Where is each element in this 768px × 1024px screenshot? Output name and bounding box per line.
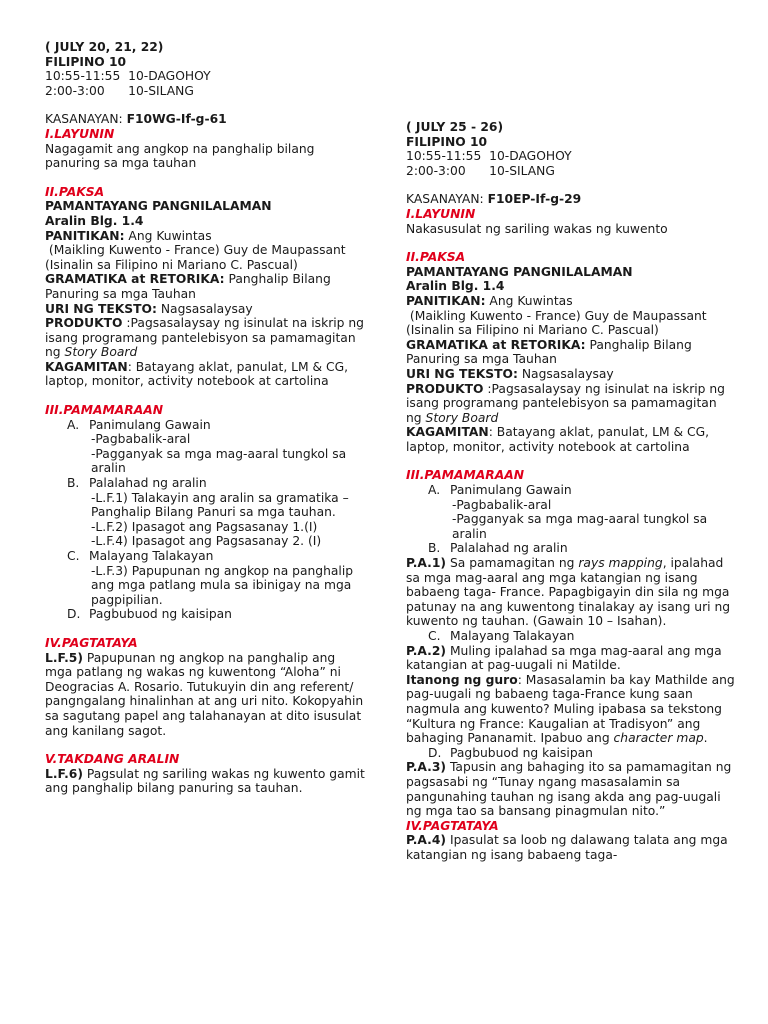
sub-item: -Pagganyak sa mga mag-aaral tungkol sa aralin <box>452 512 708 541</box>
list-text: Panimulang Gawain <box>450 483 572 498</box>
kagamitan-label: KAGAMITAN <box>45 359 128 374</box>
sub-item: -Pagbabalik-aral <box>91 432 191 447</box>
list-letter: B. <box>428 541 441 556</box>
produkto <box>45 316 365 360</box>
itanong-end: . <box>703 731 708 746</box>
list-item <box>45 418 365 433</box>
panitikan-text: Ang Kuwintas <box>124 228 212 243</box>
list-letter: A. <box>428 483 441 498</box>
list-item <box>406 483 736 498</box>
list-letter: C. <box>67 549 80 563</box>
pa4 <box>406 833 736 862</box>
kasanayan-code: F10WG-If-g-61 <box>126 112 227 127</box>
list-item <box>406 541 736 556</box>
isinalin: (Isinalin sa Filipino ni Mariano C. Pascual) <box>45 257 298 272</box>
list-text: Pagbubuod ng kaisipan <box>450 745 593 760</box>
pa4-text: Ipasulat sa loob ng dalawang talata ang mga katangian ng isang babaeng taga- <box>406 833 728 862</box>
produkto-label: PRODUKTO <box>45 316 123 331</box>
panitikan-label: PANITIKAN: <box>45 228 125 243</box>
pa2-label: P.A.2) <box>406 643 447 658</box>
layunin-text: Nagagamit ang angkop na panghalip bilang panuring sa mga tauhan <box>45 141 315 171</box>
schedule-block <box>406 120 736 178</box>
subject: FILIPINO 10 <box>45 54 127 69</box>
list-letter: D. <box>67 607 81 622</box>
sub-item: -Pagbabalik-aral <box>452 497 552 512</box>
list-text: Malayang Talakayan <box>89 549 214 563</box>
kagamitan <box>406 425 736 454</box>
produkto-emphasis: Story Board <box>425 410 499 425</box>
list-item <box>45 476 365 491</box>
pa1-emphasis: rays mapping <box>578 556 663 571</box>
panitikan-text: Ang Kuwintas <box>485 293 573 308</box>
gramatika <box>45 272 365 301</box>
schedule-line: 2:00-3:00 10-SILANG <box>406 163 555 178</box>
lf6-label: L.F.6) <box>45 766 83 781</box>
section-heading: III.PAMAMARAAN <box>45 403 164 418</box>
produkto-emphasis: Story Board <box>64 345 138 360</box>
list-text: Panimulang Gawain <box>89 417 211 432</box>
section-heading: I.LAYUNIN <box>45 126 115 141</box>
sub-item: Panghalip Bilang Panuri sa mga tauhan. <box>91 505 336 520</box>
list-text: Palalahad ng aralin <box>89 476 207 491</box>
right-column <box>406 0 736 863</box>
kagamitan <box>45 360 365 389</box>
dates: ( JULY 25 - 26) <box>406 120 504 134</box>
list-item <box>45 549 365 564</box>
list-item <box>45 607 365 622</box>
itanong-emphasis: character map <box>613 731 704 746</box>
uri-text: Nagsasalaysay <box>156 301 253 316</box>
section-heading: IV.PAGTATAYA <box>45 635 138 650</box>
produkto-text: :Pagsasalaysay ng isinulat na iskrip ng isang programang pantelebisyon sa pamamagitan ng <box>406 381 725 425</box>
uri-ng-teksto <box>45 302 365 317</box>
kasanayan-label: KASANAYAN: <box>45 112 127 127</box>
sub-item: -Pagganyak sa mga mag-aaral tungkol sa aralin <box>91 446 347 476</box>
pa1 <box>406 556 736 629</box>
produkto-text: :Pagsasalaysay ng isinulat na iskrip ng isang programang pantelebisyon sa pamamagitan ng <box>45 316 364 360</box>
section-heading: I.LAYUNIN <box>406 206 476 221</box>
list-letter: B. <box>67 476 80 491</box>
pa3-text: Tapusin ang bahaging ito sa pamamagitan ng pagsasabi ng “Tunay ngang masasalamin sa pangunahing tauhan ng isang akda ang pag-uugali ng mga tao sa bansang pinagmulan nito.” <box>406 760 732 819</box>
itanong-text: : Masasalamin ba kay Mathilde ang pag-uugali ng babaeng taga-France kung saan nagmula ang kuwento? Muling ipabasa sa tekstong “Kultura ng France: Kaugalian at Tradisyon” ang bahaging Pananamit. Ipabuo ang <box>406 672 735 746</box>
uri-label: URI NG TEKSTO: <box>406 366 518 381</box>
left-column <box>45 0 365 796</box>
dates: ( JULY 20, 21, 22) <box>45 40 164 54</box>
sub-item: pagpipilian. <box>91 592 163 607</box>
pa3 <box>406 760 736 818</box>
panitikan <box>406 294 736 309</box>
pa2 <box>406 644 736 673</box>
aralin: Aralin Blg. 1.4 <box>45 213 144 228</box>
panitikan-label: PANITIKAN: <box>406 293 486 308</box>
sub-item: -L.F.4) Ipasagot ang Pagsasanay 2. (I) <box>91 534 322 549</box>
list-letter: D. <box>428 745 442 760</box>
kagamitan-label: KAGAMITAN <box>406 425 489 440</box>
list-letter: A. <box>67 417 80 432</box>
gramatika-text: Panghalip Bilang Panuring sa mga Tauhan <box>406 337 692 367</box>
schedule-line: 2:00-3:00 10-SILANG <box>45 83 194 98</box>
schedule-line: 10:55-11:55 10-DAGOHOY <box>406 149 572 164</box>
list-item <box>406 629 736 644</box>
pa2-text: Muling ipalahad sa mga mag-aaral ang mga katangian at pag-uugali ni Matilde. <box>406 643 722 673</box>
section-heading: II.PAKSA <box>406 250 466 265</box>
isinalin: (Isinalin sa Filipino ni Mariano C. Pascual) <box>406 323 659 338</box>
pa1-text: Sa pamamagitan ng <box>446 556 579 571</box>
pa1-text-end: , ipalahad sa mga mag-aaral ang mga katangian ng isang babaeng taga- France. Papagbigayin din sila ng mga patunay na ang kuwentong tinalakay ay isang uri ng kuwento ng tauhan. (Gawain 10 – Isahan). <box>406 556 731 629</box>
list-text: Palalahad ng aralin <box>450 541 568 556</box>
sub-item: -L.F.1) Talakayin ang aralin sa gramatika – <box>91 490 349 505</box>
kasanayan-code: F10EP-If-g-29 <box>487 192 582 207</box>
uri-label: URI NG TEKSTO: <box>45 301 157 316</box>
gramatika-text: Panghalip Bilang Panuring sa mga Tauhan <box>45 272 331 301</box>
uri-ng-teksto <box>406 367 736 382</box>
sub-item: -L.F.3) Papupunan ng angkop na panghalip <box>91 563 354 578</box>
lf6 <box>45 767 365 796</box>
produkto <box>406 382 736 426</box>
pa3-label: P.A.3) <box>406 760 447 775</box>
sub-item: -L.F.2) Ipasagot ang Pagsasanay 1.(I) <box>91 519 318 534</box>
kasanayan-label: KASANAYAN: <box>406 192 488 207</box>
section-heading: III.PAMAMARAAN <box>406 468 525 483</box>
lf5 <box>45 651 365 739</box>
pamantayang: PAMANTAYANG PANGNILALAMAN <box>45 199 272 214</box>
lf5-label: L.F.5) <box>45 650 83 665</box>
panitikan <box>45 229 365 244</box>
pamantayang: PAMANTAYANG PANGNILALAMAN <box>406 264 633 279</box>
gramatika-label: GRAMATIKA at RETORIKA: <box>45 272 225 287</box>
section-heading: IV.PAGTATAYA <box>406 818 499 833</box>
gramatika <box>406 338 736 367</box>
list-letter: C. <box>428 629 441 643</box>
maikling-kuwento: (Maikling Kuwento - France) Guy de Maupassant <box>45 243 346 258</box>
section-heading: II.PAKSA <box>45 184 105 199</box>
kasanayan <box>406 192 736 207</box>
list-text: Malayang Talakayan <box>450 629 575 643</box>
lf5-text: Papupunan ng angkop na panghalip ang mga patlang ng wakas ng kuwentong “Aloha” ni Deogracias A. Rosario. Tutukuyin din ang referent/ pangngalang hinalinhan at ang uri nito. Kokopyahin sa sagutang papel ang talahanayan at dito isusulat ang kanilang sagot. <box>45 650 364 738</box>
itanong <box>406 673 736 746</box>
kasanayan <box>45 112 365 127</box>
lf6-text: Pagsulat ng sariling wakas ng kuwento gamit ang panghalip bilang panuring sa tauhan. <box>45 766 365 796</box>
sub-item: ang mga patlang mula sa ibinigay na mga <box>91 578 352 593</box>
produkto-label: PRODUKTO <box>406 381 484 396</box>
subject: FILIPINO 10 <box>406 134 488 149</box>
uri-text: Nagsasalaysay <box>517 366 614 381</box>
layunin-text: Nakasusulat ng sariling wakas ng kuwento <box>406 221 668 236</box>
schedule-block <box>45 40 365 98</box>
pa4-label: P.A.4) <box>406 833 447 848</box>
list-text: Pagbubuod ng kaisipan <box>89 607 232 622</box>
section-heading: V.TAKDANG ARALIN <box>45 752 180 767</box>
pa1-label: P.A.1) <box>406 556 447 571</box>
gramatika-label: GRAMATIKA at RETORIKA: <box>406 337 586 352</box>
kagamitan-text: : Batayang aklat, panulat, LM & CG, laptop, monitor, activity notebook at cartolina <box>45 359 349 389</box>
list-item <box>406 746 736 761</box>
schedule-line: 10:55-11:55 10-DAGOHOY <box>45 69 211 84</box>
aralin: Aralin Blg. 1.4 <box>406 279 505 294</box>
kagamitan-text: : Batayang aklat, panulat, LM & CG, laptop, monitor, activity notebook at cartolina <box>406 425 710 454</box>
itanong-label: Itanong ng guro <box>406 672 518 687</box>
maikling-kuwento: (Maikling Kuwento - France) Guy de Maupassant <box>406 308 707 323</box>
